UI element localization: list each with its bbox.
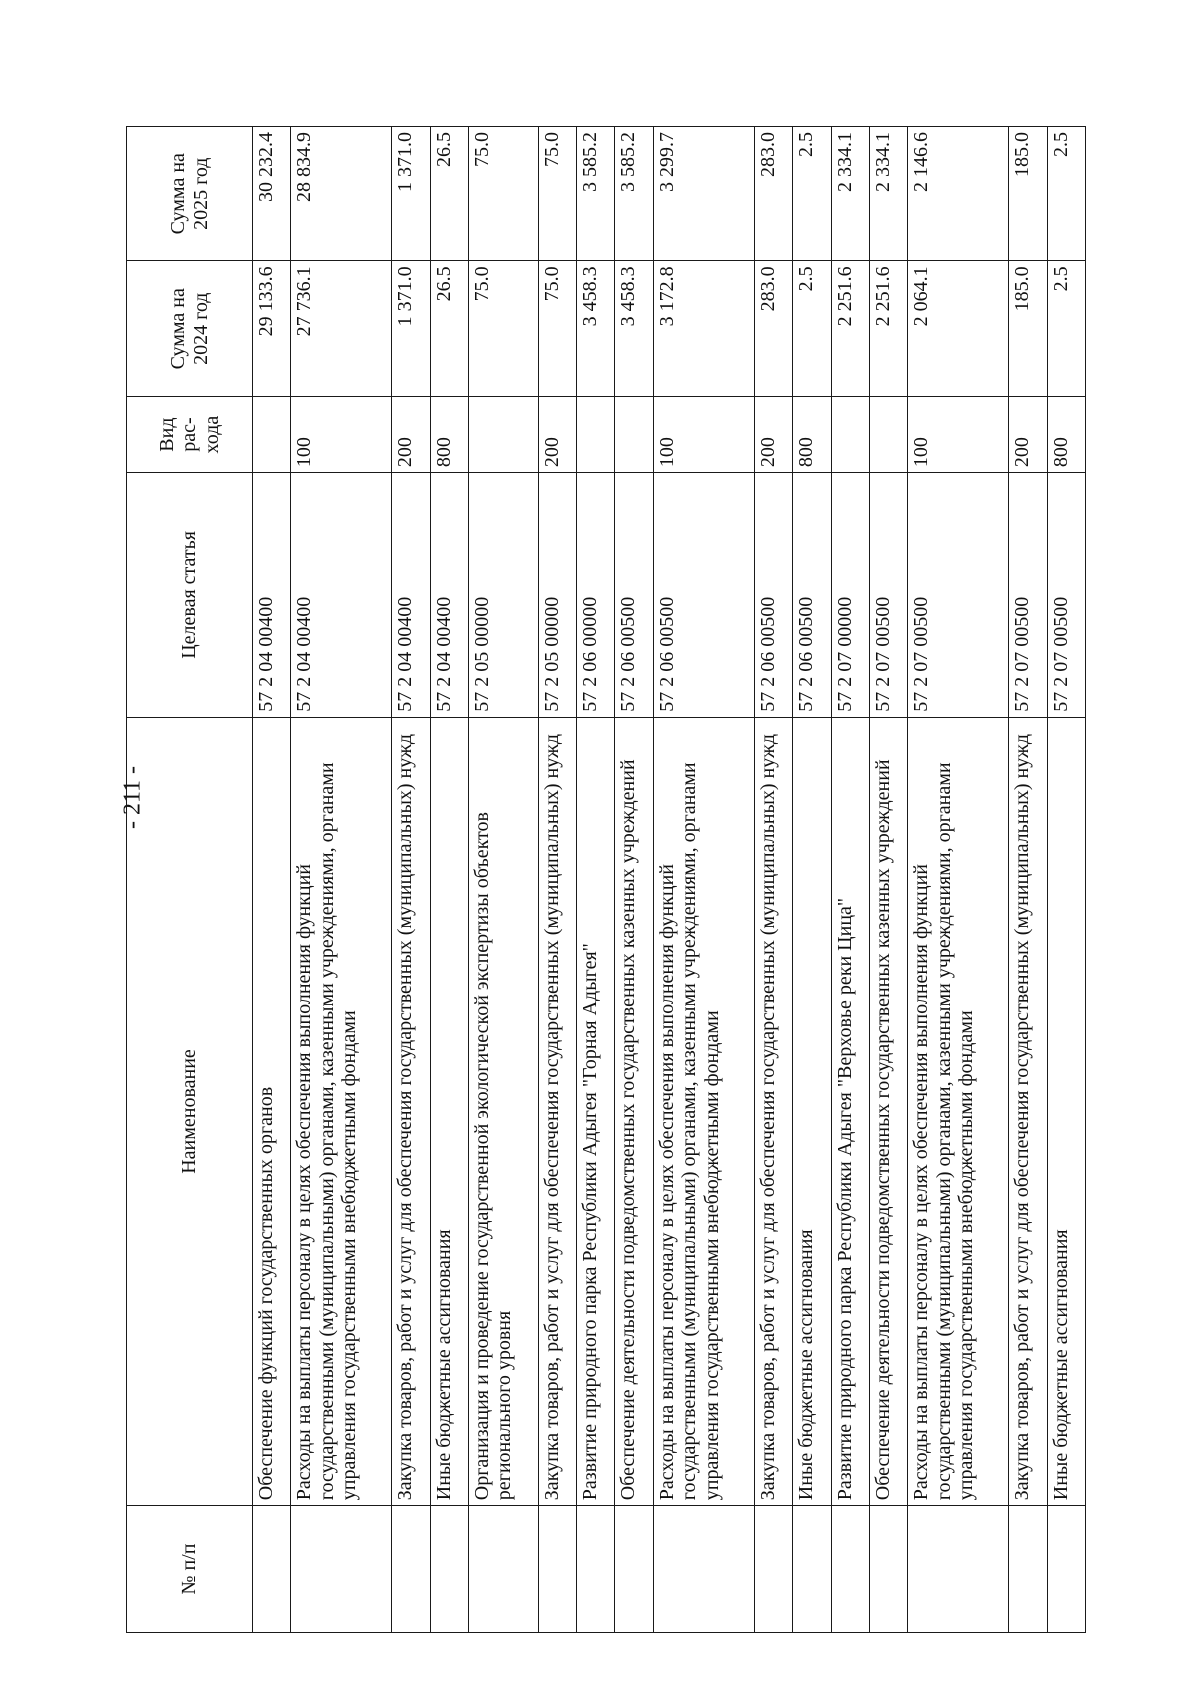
row-sum-2025: 185.0 bbox=[1009, 127, 1047, 261]
row-code: 57 2 06 00500 bbox=[653, 473, 754, 718]
table-row bbox=[538, 127, 576, 1633]
row-code: 57 2 04 00400 bbox=[291, 473, 392, 718]
row-code: 57 2 06 00500 bbox=[615, 473, 653, 718]
row-index bbox=[615, 1506, 653, 1633]
row-name: Закупка товаров, работ и услуг для обеспечения государственных (муниципальных) нужд bbox=[392, 717, 430, 1505]
row-index bbox=[291, 1506, 392, 1633]
row-index bbox=[793, 1506, 831, 1633]
row-kind: 200 bbox=[1009, 397, 1047, 473]
row-kind: 100 bbox=[291, 397, 392, 473]
row-index bbox=[831, 1506, 869, 1633]
row-sum-2025: 1 371.0 bbox=[392, 127, 430, 261]
row-code: 57 2 07 00500 bbox=[1047, 473, 1085, 718]
row-kind: 100 bbox=[653, 397, 754, 473]
row-name: Иные бюджетные ассигнования bbox=[793, 717, 831, 1505]
header-2025: Сумма на 2025 год bbox=[127, 127, 253, 261]
row-name: Обеспечение деятельности подведомственных государственных казенных учреждений bbox=[615, 717, 653, 1505]
table-row bbox=[577, 127, 615, 1633]
row-kind: 800 bbox=[1047, 397, 1085, 473]
row-kind bbox=[253, 397, 291, 473]
row-sum-2025: 26.5 bbox=[430, 127, 468, 261]
row-index bbox=[908, 1506, 1009, 1633]
row-sum-2024: 2 251.6 bbox=[869, 261, 907, 397]
header-kind: Вид рас-хода bbox=[127, 397, 253, 473]
row-sum-2024: 75.0 bbox=[538, 261, 576, 397]
row-sum-2024: 27 736.1 bbox=[291, 261, 392, 397]
row-sum-2025: 28 834.9 bbox=[291, 127, 392, 261]
row-sum-2025: 75.0 bbox=[538, 127, 576, 261]
row-name: Организация и проведение государственной экологической экспертизы объектов регионального уровня bbox=[469, 717, 539, 1505]
row-sum-2024: 185.0 bbox=[1009, 261, 1047, 397]
row-name: Закупка товаров, работ и услуг для обеспечения государственных (муниципальных) нужд bbox=[1009, 717, 1047, 1505]
row-name: Закупка товаров, работ и услуг для обеспечения государственных (муниципальных) нужд bbox=[754, 717, 792, 1505]
row-index bbox=[538, 1506, 576, 1633]
row-index bbox=[469, 1506, 539, 1633]
row-index bbox=[577, 1506, 615, 1633]
table-row bbox=[1047, 127, 1085, 1633]
row-kind: 800 bbox=[430, 397, 468, 473]
row-sum-2025: 2 334.1 bbox=[869, 127, 907, 261]
table-row bbox=[430, 127, 468, 1633]
row-kind: 200 bbox=[392, 397, 430, 473]
row-index bbox=[869, 1506, 907, 1633]
table-row bbox=[653, 127, 754, 1633]
row-index bbox=[392, 1506, 430, 1633]
row-name: Иные бюджетные ассигнования bbox=[1047, 717, 1085, 1505]
row-code: 57 2 07 00500 bbox=[869, 473, 907, 718]
row-kind: 100 bbox=[908, 397, 1009, 473]
table-row bbox=[253, 127, 291, 1633]
row-name: Расходы на выплаты персоналу в целях обеспечения выполнения функций государственными (муниципальными) органами, казенными учреждениями, органами управления государственными внебюджетными фондами bbox=[653, 717, 754, 1505]
table-header-row bbox=[127, 127, 253, 1633]
row-index bbox=[1047, 1506, 1085, 1633]
row-name: Иные бюджетные ассигнования bbox=[430, 717, 468, 1505]
row-code: 57 2 07 00500 bbox=[1009, 473, 1047, 718]
row-name: Закупка товаров, работ и услуг для обеспечения государственных (муниципальных) нужд bbox=[538, 717, 576, 1505]
row-code: 57 2 05 00000 bbox=[469, 473, 539, 718]
header-2024: Сумма на 2024 год bbox=[127, 261, 253, 397]
row-sum-2024: 26.5 bbox=[430, 261, 468, 397]
row-sum-2024: 29 133.6 bbox=[253, 261, 291, 397]
table-row bbox=[392, 127, 430, 1633]
row-sum-2024: 2.5 bbox=[1047, 261, 1085, 397]
row-sum-2025: 283.0 bbox=[754, 127, 792, 261]
row-name: Развитие природного парка Республики Адыгея "Верховье реки Цица" bbox=[831, 717, 869, 1505]
row-kind bbox=[469, 397, 539, 473]
table-row bbox=[291, 127, 392, 1633]
row-index bbox=[430, 1506, 468, 1633]
row-kind bbox=[831, 397, 869, 473]
row-sum-2025: 3 299.7 bbox=[653, 127, 754, 261]
row-name: Развитие природного парка Республики Адыгея "Горная Адыгея" bbox=[577, 717, 615, 1505]
row-sum-2024: 2 251.6 bbox=[831, 261, 869, 397]
row-kind bbox=[869, 397, 907, 473]
table-row bbox=[908, 127, 1009, 1633]
row-sum-2025: 3 585.2 bbox=[615, 127, 653, 261]
row-kind: 200 bbox=[754, 397, 792, 473]
row-name: Расходы на выплаты персоналу в целях обеспечения выполнения функций государственными (муниципальными) органами, казенными учреждениями, органами управления государственными внебюджетными фондами bbox=[291, 717, 392, 1505]
table-row bbox=[754, 127, 792, 1633]
row-sum-2025: 75.0 bbox=[469, 127, 539, 261]
row-sum-2024: 3 458.3 bbox=[577, 261, 615, 397]
row-index bbox=[1009, 1506, 1047, 1633]
row-sum-2025: 2 146.6 bbox=[908, 127, 1009, 261]
table-row bbox=[1009, 127, 1047, 1633]
row-sum-2024: 283.0 bbox=[754, 261, 792, 397]
row-code: 57 2 04 00400 bbox=[430, 473, 468, 718]
header-index: № п/п bbox=[127, 1506, 253, 1633]
row-sum-2024: 3 458.3 bbox=[615, 261, 653, 397]
row-sum-2025: 30 232.4 bbox=[253, 127, 291, 261]
row-sum-2024: 75.0 bbox=[469, 261, 539, 397]
row-kind bbox=[577, 397, 615, 473]
table-row bbox=[469, 127, 539, 1633]
row-kind: 200 bbox=[538, 397, 576, 473]
row-name: Обеспечение деятельности подведомственных государственных казенных учреждений bbox=[869, 717, 907, 1505]
row-name: Расходы на выплаты персоналу в целях обеспечения выполнения функций государственными (муниципальными) органами, казенными учреждениями, органами управления государственными внебюджетными фондами bbox=[908, 717, 1009, 1505]
row-sum-2024: 3 172.8 bbox=[653, 261, 754, 397]
row-sum-2025: 2 334.1 bbox=[831, 127, 869, 261]
budget-table bbox=[126, 126, 1086, 1633]
row-sum-2024: 1 371.0 bbox=[392, 261, 430, 397]
header-name: Наименование bbox=[127, 717, 253, 1505]
row-sum-2025: 2.5 bbox=[793, 127, 831, 261]
row-sum-2024: 2.5 bbox=[793, 261, 831, 397]
row-code: 57 2 05 00000 bbox=[538, 473, 576, 718]
row-sum-2025: 2.5 bbox=[1047, 127, 1085, 261]
table-row bbox=[615, 127, 653, 1633]
table-row bbox=[793, 127, 831, 1633]
row-code: 57 2 04 00400 bbox=[392, 473, 430, 718]
table-body bbox=[253, 127, 1086, 1633]
row-sum-2024: 2 064.1 bbox=[908, 261, 1009, 397]
row-code: 57 2 06 00500 bbox=[793, 473, 831, 718]
row-index bbox=[754, 1506, 792, 1633]
table-row bbox=[869, 127, 907, 1633]
row-kind: 800 bbox=[793, 397, 831, 473]
table-row bbox=[831, 127, 869, 1633]
page-number: - 211 - bbox=[119, 765, 146, 830]
row-code: 57 2 07 00000 bbox=[831, 473, 869, 718]
row-name: Обеспечение функций государственных органов bbox=[253, 717, 291, 1505]
row-code: 57 2 06 00500 bbox=[754, 473, 792, 718]
row-kind bbox=[615, 397, 653, 473]
rotated-table-area bbox=[126, 126, 1086, 1633]
row-sum-2025: 3 585.2 bbox=[577, 127, 615, 261]
header-code: Целевая статья bbox=[127, 473, 253, 718]
row-code: 57 2 04 00400 bbox=[253, 473, 291, 718]
row-code: 57 2 07 00500 bbox=[908, 473, 1009, 718]
row-index bbox=[253, 1506, 291, 1633]
row-index bbox=[653, 1506, 754, 1633]
row-code: 57 2 06 00000 bbox=[577, 473, 615, 718]
